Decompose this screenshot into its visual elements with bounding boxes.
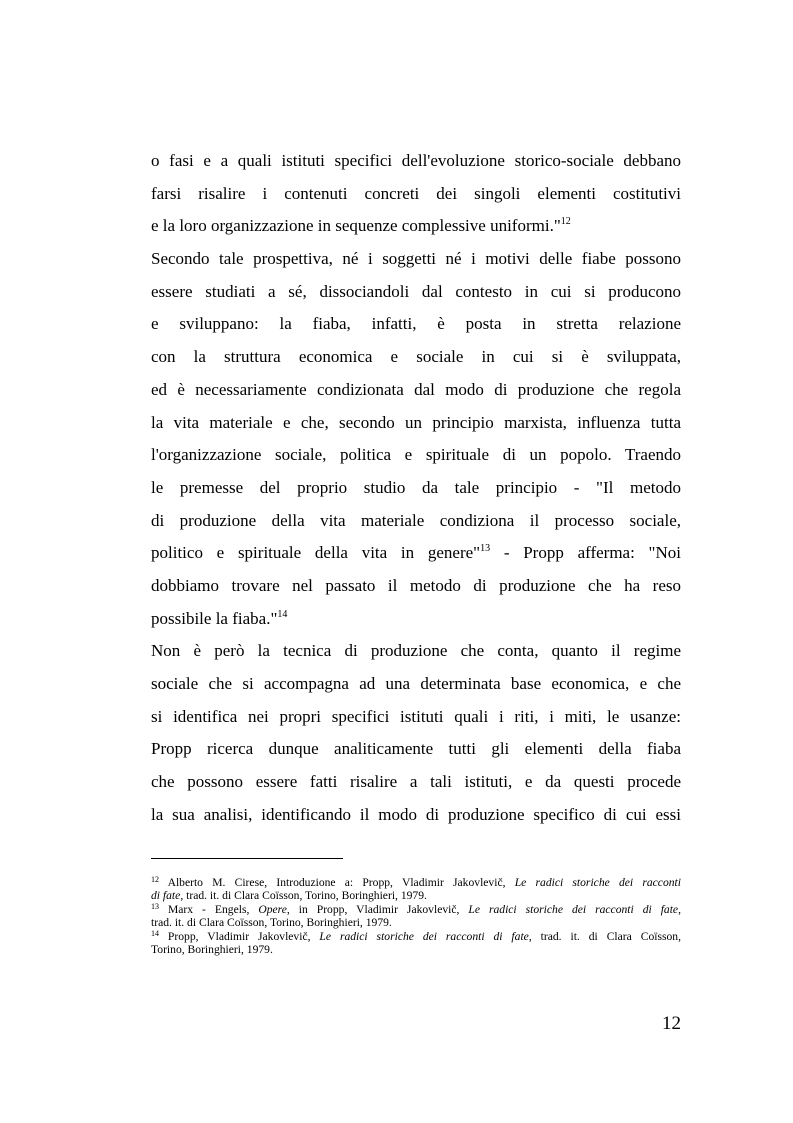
- text-fragment: politico e spirituale della vita in genere": [151, 543, 481, 563]
- text-line: Propp ricerca dunque analiticamente tutti gli elementi della fiaba: [151, 739, 681, 759]
- text-fragment: possibile la fiaba.": [151, 608, 278, 628]
- text-fragment: Alberto M. Cirese, Introduzione a: Propp, Vladimir Jakovlevič,: [159, 876, 515, 889]
- text-fragment: Le radici storiche dei racconti di fate: [468, 903, 679, 916]
- text-line: di produzione della vita materiale condiziona il processo sociale,: [151, 510, 681, 530]
- page-number: 12: [662, 1013, 681, 1034]
- text-fragment: , in Propp, Vladimir Jakovlevič,: [286, 903, 469, 916]
- footnote-14: [151, 930, 681, 956]
- text-line: si identifica nei propri specifici istituti quali i riti, i miti, le usanze:: [151, 706, 681, 726]
- text-line: sociale che si accompagna ad una determinata base economica, e che: [151, 674, 681, 693]
- text-line: [151, 210, 681, 243]
- text-line: [151, 603, 681, 636]
- text-fragment: Marx - Engels,: [159, 903, 259, 916]
- body-text: [151, 145, 681, 831]
- text-line: la vita materiale e che, secondo un principio marxista, influenza tutta: [151, 412, 681, 432]
- text-fragment: Opere: [258, 903, 287, 916]
- footnote-line: Torino, Boringhieri, 1979.: [151, 943, 273, 956]
- text-line: dobbiamo trovare nel passato il metodo di produzione che ha reso: [151, 575, 681, 595]
- paragraph-3: [151, 635, 681, 831]
- text-fragment: ,: [678, 903, 681, 916]
- footnote-line: [151, 889, 681, 902]
- footnote-line: trad. it. di Clara Coïsson, Torino, Boringhieri, 1979.: [151, 916, 392, 929]
- text-line: essere studiati a sé, dissociandoli dal contesto in cui si producono: [151, 281, 681, 301]
- text-fragment: , trad. it. di Clara Coïsson,: [528, 930, 681, 943]
- text-line: la sua analisi, identificando il modo di produzione specifico di cui essi: [151, 804, 681, 824]
- main-text: [151, 145, 681, 831]
- text-line: ed è necessariamente condizionata dal modo di produzione che regola: [151, 379, 681, 399]
- footnote-ref-13[interactable]: 13: [480, 543, 491, 555]
- footnote-number: 13: [151, 902, 159, 911]
- text-line: farsi risalire i contenuti concreti dei singoli elementi costitutivi: [151, 183, 681, 203]
- text-line: e sviluppano: la fiaba, infatti, è posta in stretta relazione: [151, 314, 681, 334]
- text-fragment: di fate: [151, 889, 181, 902]
- text-line: che possono essere fatti risalire a tali istituti, e da questi procede: [151, 772, 681, 792]
- text-fragment: Propp, Vladimir Jakovlevič,: [159, 930, 320, 943]
- text-fragment: e la loro organizzazione in sequenze complessive uniformi.": [151, 216, 561, 236]
- footnote-ref-12[interactable]: 12: [560, 216, 571, 228]
- paragraph-2: [151, 243, 681, 635]
- footnotes: [151, 876, 681, 957]
- text-line: con la struttura economica e sociale in cui si è sviluppata,: [151, 347, 681, 367]
- footnote-number: 14: [151, 929, 159, 938]
- text-line: Non è però la tecnica di produzione che conta, quanto il regime: [151, 641, 681, 661]
- footnote-line: [151, 876, 681, 889]
- footnote-number: 12: [151, 875, 159, 884]
- text-line: l'organizzazione sociale, politica e spirituale di un popolo. Traendo: [151, 445, 681, 465]
- text-fragment: , trad. it. di Clara Coïsson, Torino, Boringhieri, 1979.: [180, 889, 427, 902]
- text-line: Secondo tale prospettiva, né i soggetti né i motivi delle fiabe possono: [151, 249, 681, 269]
- footnote-line: [151, 930, 681, 943]
- footnote-line: [151, 903, 681, 916]
- text-fragment: Le radici storiche dei racconti di fate: [319, 930, 529, 943]
- text-line: [151, 537, 681, 570]
- footnote-12: [151, 876, 681, 902]
- footnote-separator: [151, 858, 343, 859]
- text-fragment: - Propp afferma: "Noi: [490, 543, 681, 563]
- footnote-13: [151, 903, 681, 929]
- text-fragment: Le radici storiche dei racconti: [514, 876, 681, 889]
- text-line: o fasi e a quali istituti specifici dell'evoluzione storico-sociale debbano: [151, 151, 681, 170]
- paragraph-1: [151, 145, 681, 243]
- text-line: le premesse del proprio studio da tale principio - "Il metodo: [151, 477, 681, 497]
- footnote-ref-14[interactable]: 14: [277, 608, 288, 620]
